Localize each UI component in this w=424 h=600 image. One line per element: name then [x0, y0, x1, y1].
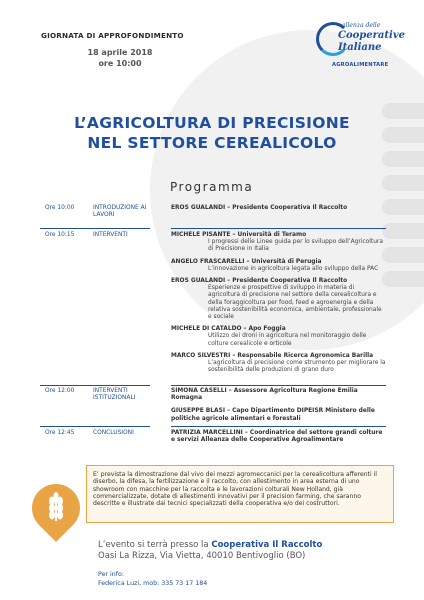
separator: [40, 228, 150, 229]
event-time: ore 10:00: [98, 59, 142, 68]
title-line2: NEL SETTORE CEREALICOLO: [87, 134, 337, 152]
demo-note-text: E’ prevista la dimostrazione dal vivo dei mezzi agromeccanici per la cerealicoltura afferenti il diserbo, la difesa, la fertilizzazione e il raccolto, con allestimento in area esterna di uno showroom con macchine per la raccolta e le lavorazioni colturali New Holland, già commercializzate, dotate di allestimenti innovativi per il precision farming, che saranno descritte e illustrate dai tecnici specializzati della cooperativa e/o dei costruttori.: [93, 471, 377, 508]
separator: [40, 385, 150, 386]
venue-name: Cooperativa Il Raccolto: [211, 540, 323, 550]
talk-description: L’innovazione in agricoltura legata allo sviluppo della PAC: [208, 265, 379, 272]
speaker: PATRIZIA MARCELLINI – Coordinatrice del settore grandi colture e servizi Alleanza delle Cooperative Agroalimentare: [171, 430, 383, 444]
agenda-time: Ore 10:15: [45, 232, 75, 238]
wheat-icon: [40, 492, 72, 524]
separator: [171, 426, 386, 427]
agenda-time: Ore 12:00: [45, 388, 75, 394]
event-date-time: [60, 47, 180, 69]
agenda-content: [171, 205, 386, 212]
page-title: [62, 113, 362, 153]
speaker: EROS GUALANDI – Presidente Cooperativa Il Raccolto: [171, 278, 348, 285]
speaker: MICHELE DI CATALDO – Apo Foggia: [171, 326, 286, 333]
title-line1: L’AGRICOLTURA DI PRECISIONE: [74, 114, 350, 132]
event-date: 18 aprile 2018: [87, 48, 153, 57]
separator: [171, 228, 386, 229]
talk-description: Utilizzo dei droni in agricoltura nel monitoraggio delle colture cerealicole e orticole: [208, 333, 367, 347]
agenda-label: CONCLUSIONI: [93, 430, 134, 436]
venue-prefix: L’evento si terrà presso la: [98, 540, 212, 550]
demo-note-box: [86, 465, 394, 523]
agenda-content: [171, 232, 386, 374]
agenda-time: Ore 10:00: [45, 205, 75, 211]
agenda-label: INTERVENTI ISTITUZIONALI: [93, 388, 136, 402]
contact-info: [98, 571, 207, 588]
contact-label: Per info:: [98, 571, 124, 578]
logo-line4: AGROALIMENTARE: [332, 62, 389, 68]
venue-line: [98, 540, 322, 551]
venue-address: Oasi La Rizza, Via Vietta, 40010 Bentivoglio (BO): [98, 551, 306, 561]
separator: [40, 426, 150, 427]
speaker: MICHELE PISANTE – Università di Teramo: [171, 232, 307, 238]
alleanza-cooperative-logo: [316, 18, 408, 74]
logo-line2: Cooperative: [338, 30, 405, 41]
location-pin-icon: [22, 474, 90, 542]
programma-heading: Programma: [170, 180, 254, 194]
speaker: GIUSEPPE BLASI – Capo Dipartimento DIPEISR Ministero delle politiche agricole alimentari e forestali: [171, 408, 375, 422]
logo-line1: allenza delle: [342, 22, 381, 29]
agenda-content: [171, 430, 386, 444]
talk-description: Esperienze e prospettive di sviluppo in materia di agricoltura di precisione nel settore della cerealicoltura e della foraggicoltura per food, feed e agroenergia e della relativa sostenibilità economica, ambientale, professionale e sociale: [208, 285, 382, 321]
agenda-label: INTRODUZIONE AI LAVORI: [93, 205, 147, 219]
agenda-content: [171, 388, 386, 423]
speaker: MARCO SILVESTRI – Responsabile Ricerca Agronomica Barilla: [171, 352, 374, 359]
contact-detail: Federica Luzi, mob: 335 73 17 184: [98, 579, 208, 587]
speaker: SIMONA CASELLI – Assessore Agricoltura Regione Emilia Romagna: [171, 388, 358, 402]
logo-line3: Italiane: [338, 42, 382, 53]
talk-description: I progressi delle Linee guida per lo sviluppo dell’Agricoltura di Precisione in Italia: [208, 239, 383, 253]
talk-description: L’agricoltura di precisione come strumento per migliorare la sostenibilità delle produzioni di grano duro: [208, 360, 386, 374]
venue-info: [98, 540, 322, 562]
separator: [171, 385, 386, 386]
speaker: EROS GUALANDI – Presidente Cooperativa Il Raccolto: [171, 205, 348, 211]
agenda-label: INTERVENTI: [93, 232, 128, 238]
agenda-time: Ore 12:45: [45, 430, 75, 436]
event-type: GIORNATA DI APPROFONDIMENTO: [41, 31, 184, 40]
speaker: ANGELO FRASCARELLI – Università di Perugia: [171, 258, 322, 265]
